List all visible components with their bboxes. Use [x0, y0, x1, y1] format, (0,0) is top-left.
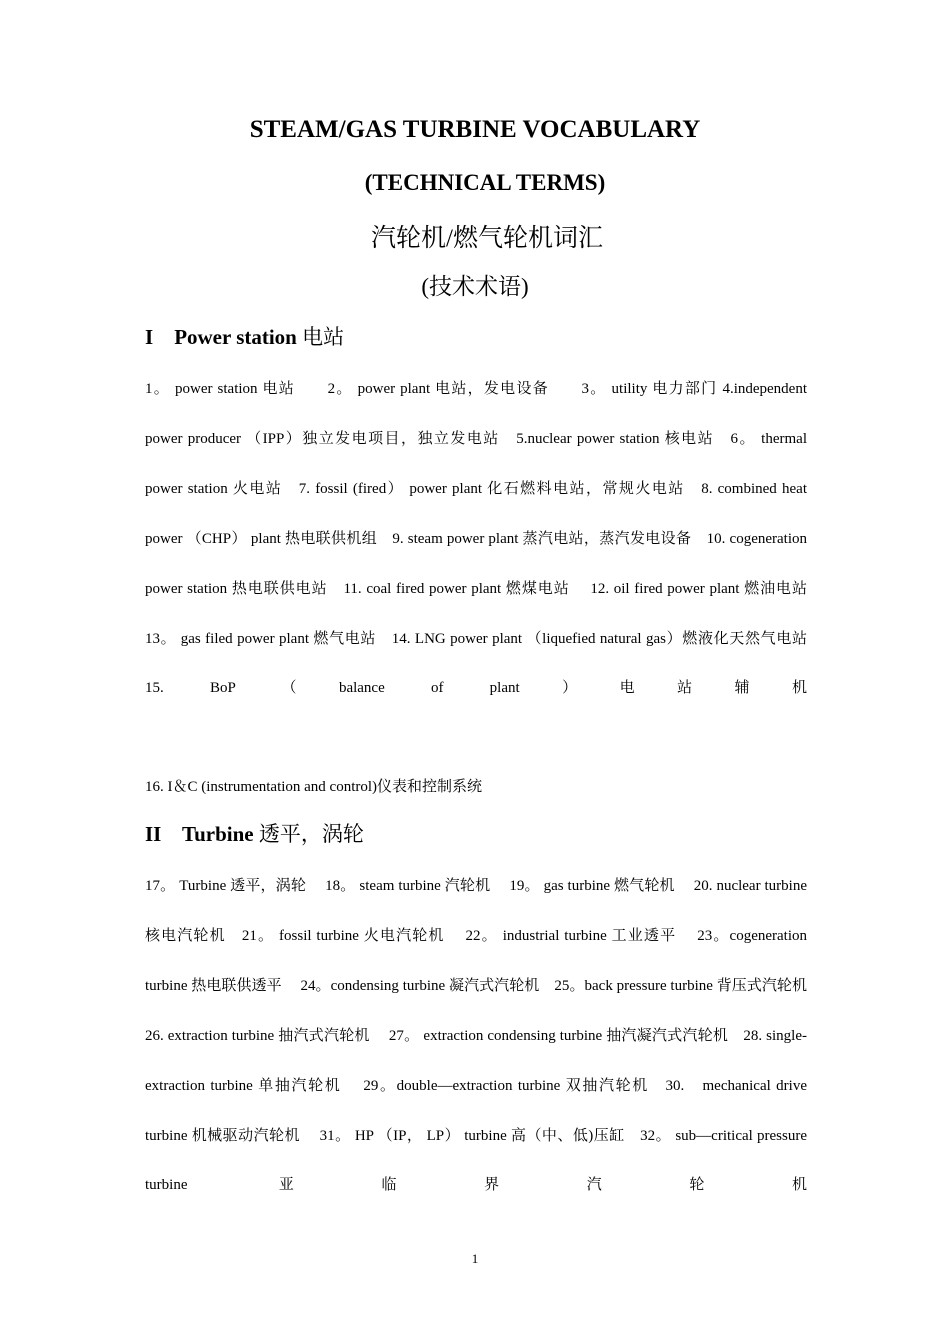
section-title-chinese: 透平，涡轮 [258, 822, 364, 846]
power-station-terms-paragraph: 1。 power station 电站 2。 power plant 电站，发电设备 3。 utility 电力部门 4.independent power producer （IPP）独立发电项目，独立发电站 5.nuclear power station 核电站 6。 thermal power station 火电站 7. fossil (fired） power plant 化石燃料电站，常规火电站 8. combined heat power （CHP） plant 热电联供机组 9. steam power plant 蒸汽电站，蒸汽发电设备 10. cogeneration power station 热电联供电站 11. coal fired power plant 燃煤电站 12. oil fired power plant 燃油电站 13。 gas filed power plant 燃气电站 14. LNG power plant （liquefied natural gas）燃液化天然气电站 15. BoP （balance of plant）电站辅机 [145, 381, 823, 697]
section-heading-turbine [145, 818, 364, 848]
section-title: Power station [174, 325, 297, 349]
section-number: I [145, 325, 154, 349]
document-title: STEAM/GAS TURBINE VOCABULARY [249, 116, 701, 143]
section-title-chinese: 电站 [302, 325, 345, 349]
page-number: 1 [471, 1251, 479, 1266]
document-title-chinese: 汽轮机/燃气轮机词汇 [371, 225, 603, 252]
turbine-terms-paragraph: 17。 Turbine 透平，涡轮 18。 steam turbine 汽轮机 19。 gas turbine 燃气轮机 20. nuclear turbine 核电汽轮机 21。 fossil turbine 火电汽轮机 22。 industrial turbine 工业透平 23。cogeneration turbine 热电联供透平 24。condensing turbine 凝汽式汽轮机 25。back pressure turbine 背压式汽轮机 26. extraction turbine 抽汽式汽轮机 27。 extraction condensing turbine 抽汽凝汽式汽轮机 28. single-extraction turbine 单抽汽轮机 29。double—extraction turbine 双抽汽轮机 30. mechanical drive turbine 机械驱动汽轮机 31。 HP （IP， LP） turbine 高（中、低)压缸 32。 sub—critical pressure turbine 亚临界汽轮机 [145, 878, 823, 1194]
document-subtitle-chinese: (技术术语) [421, 274, 529, 299]
section-number: II [145, 822, 162, 846]
section-heading-power-station [145, 321, 344, 351]
section-title: Turbine [181, 822, 254, 846]
document-subtitle: (TECHNICAL TERMS) [364, 170, 606, 195]
ic-term-paragraph: 16. I＆C (instrumentation and control)仪表和控制系统 [145, 779, 483, 795]
